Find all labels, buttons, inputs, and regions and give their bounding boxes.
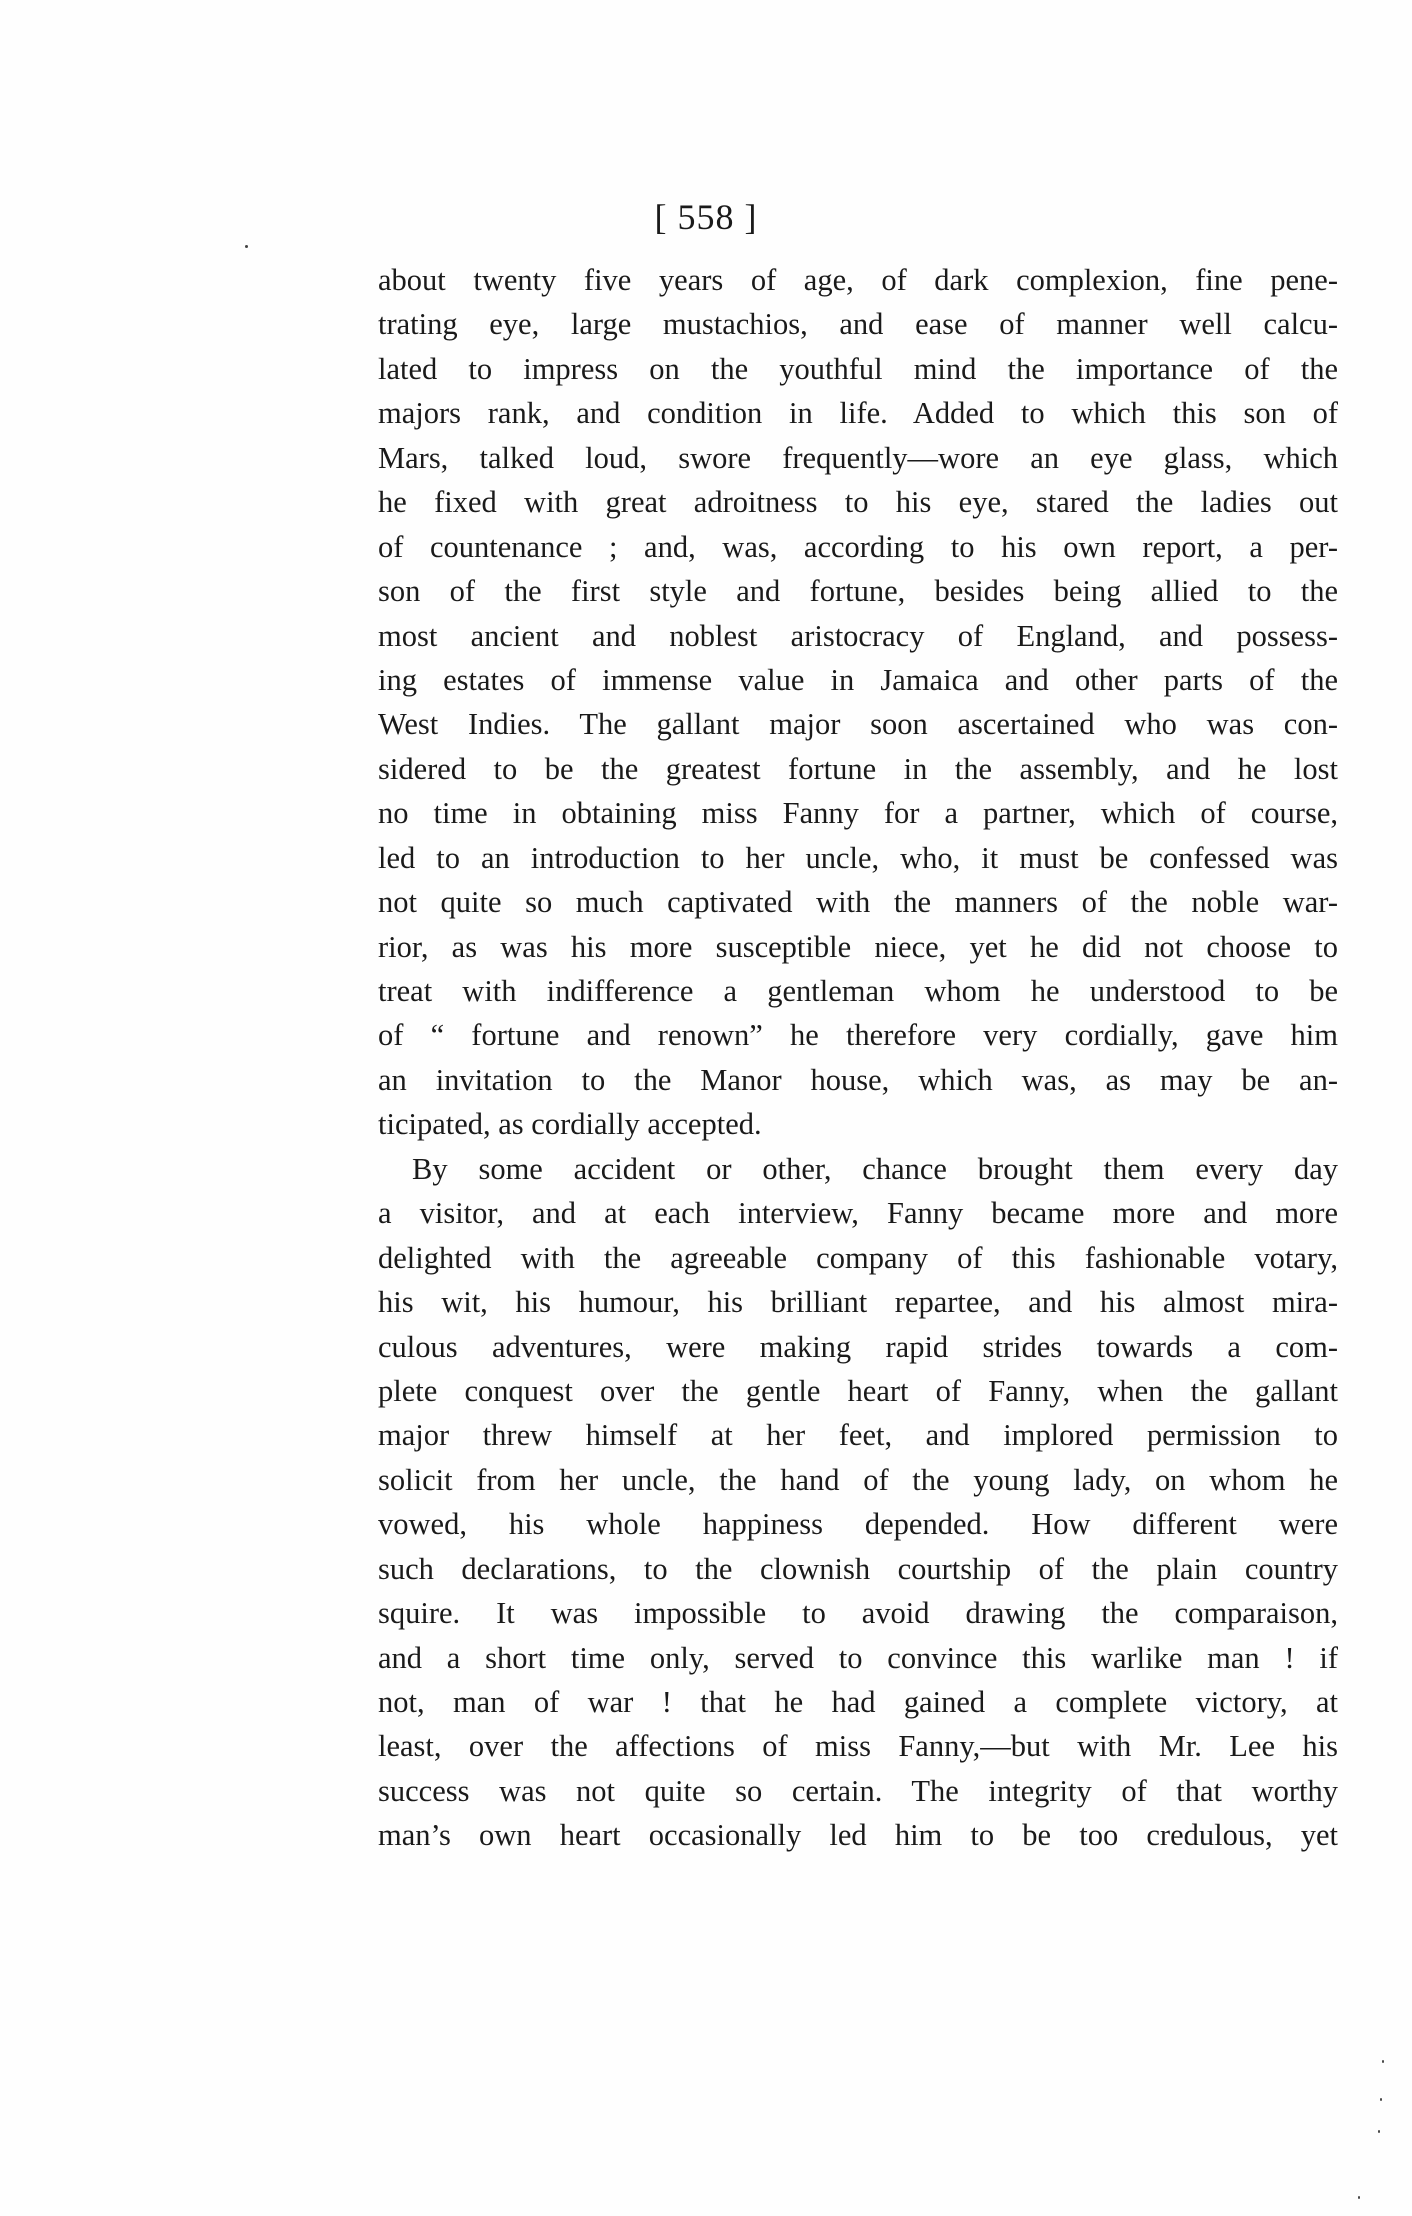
text-line: not quite so much captivated with the manners of the noble war- xyxy=(378,885,1338,920)
text-line: success was not quite so certain. The integrity of that worthy xyxy=(378,1773,1338,1808)
text-line: man’s own heart occasionally led him to be too credulous, yet xyxy=(378,1818,1338,1853)
text-line: majors rank, and condition in life. Added to which this son of xyxy=(378,396,1338,431)
scan-speck xyxy=(1380,2098,1382,2101)
text-line: a visitor, and at each interview, Fanny became more and more xyxy=(378,1196,1338,1231)
text-line: solicit from her uncle, the hand of the young lady, on whom he xyxy=(378,1462,1338,1497)
text-line: son of the first style and fortune, besides being allied to the xyxy=(378,574,1338,609)
text-line: By some accident or other, chance brought them every day xyxy=(412,1151,1338,1186)
text-line: major threw himself at her feet, and implored permission to xyxy=(378,1418,1338,1453)
scan-speck xyxy=(245,245,248,248)
text-line: treat with indifference a gentleman whom he understood to be xyxy=(378,974,1338,1008)
text-line: an invitation to the Manor house, which was, as may be an- xyxy=(378,1062,1338,1097)
text-line: trating eye, large mustachios, and ease of manner well calcu- xyxy=(378,307,1338,342)
scan-speck xyxy=(1378,2130,1380,2133)
text-line: least, over the affections of miss Fanny,—but with Mr. Lee his xyxy=(378,1729,1338,1764)
body-text xyxy=(378,258,1338,1858)
text-line: ing estates of immense value in Jamaica and other parts of the xyxy=(378,662,1338,697)
scan-speck xyxy=(1358,2196,1360,2199)
text-line: squire. It was impossible to avoid drawing the comparaison, xyxy=(378,1596,1338,1631)
text-line: Mars, talked loud, swore frequently—wore an eye glass, which xyxy=(378,440,1338,475)
page-number: [ 558 ] xyxy=(654,197,758,237)
text-line: West Indies. The gallant major soon ascertained who was con- xyxy=(378,707,1338,742)
text-line: such declarations, to the clownish courtship of the plain country xyxy=(378,1551,1338,1586)
text-line: culous adventures, were making rapid strides towards a com- xyxy=(378,1329,1338,1364)
text-line: no time in obtaining miss Fanny for a partner, which of course, xyxy=(378,796,1338,831)
text-line: of “ fortune and renown” he therefore very cordially, gave him xyxy=(378,1018,1338,1053)
text-line: not, man of war ! that he had gained a complete victory, at xyxy=(378,1685,1338,1719)
text-line: lated to impress on the youthful mind the importance of the xyxy=(378,351,1338,386)
text-line: of countenance ; and, was, according to his own report, a per- xyxy=(378,529,1338,564)
text-line: vowed, his whole happiness depended. How different were xyxy=(378,1507,1338,1542)
text-line: his wit, his humour, his brilliant repartee, and his almost mira- xyxy=(378,1285,1338,1320)
text-line: plete conquest over the gentle heart of Fanny, when the gallant xyxy=(378,1373,1338,1408)
scan-speck xyxy=(1382,2060,1384,2063)
text-line: most ancient and noblest aristocracy of England, and possess- xyxy=(378,618,1338,653)
text-line: delighted with the agreeable company of this fashionable votary, xyxy=(378,1240,1338,1275)
text-line: he fixed with great adroitness to his eye, stared the ladies out xyxy=(378,485,1338,520)
text-line: rior, as was his more susceptible niece, yet he did not choose to xyxy=(378,929,1338,964)
text-line: ticipated, as cordially accepted. xyxy=(378,1107,762,1142)
text-line: about twenty five years of age, of dark complexion, fine pene- xyxy=(378,263,1338,297)
text-line: led to an introduction to her uncle, who, it must be confessed was xyxy=(378,840,1338,875)
text-line: sidered to be the greatest fortune in the assembly, and he lost xyxy=(378,751,1338,786)
text-line: and a short time only, served to convince this warlike man ! if xyxy=(378,1640,1338,1675)
